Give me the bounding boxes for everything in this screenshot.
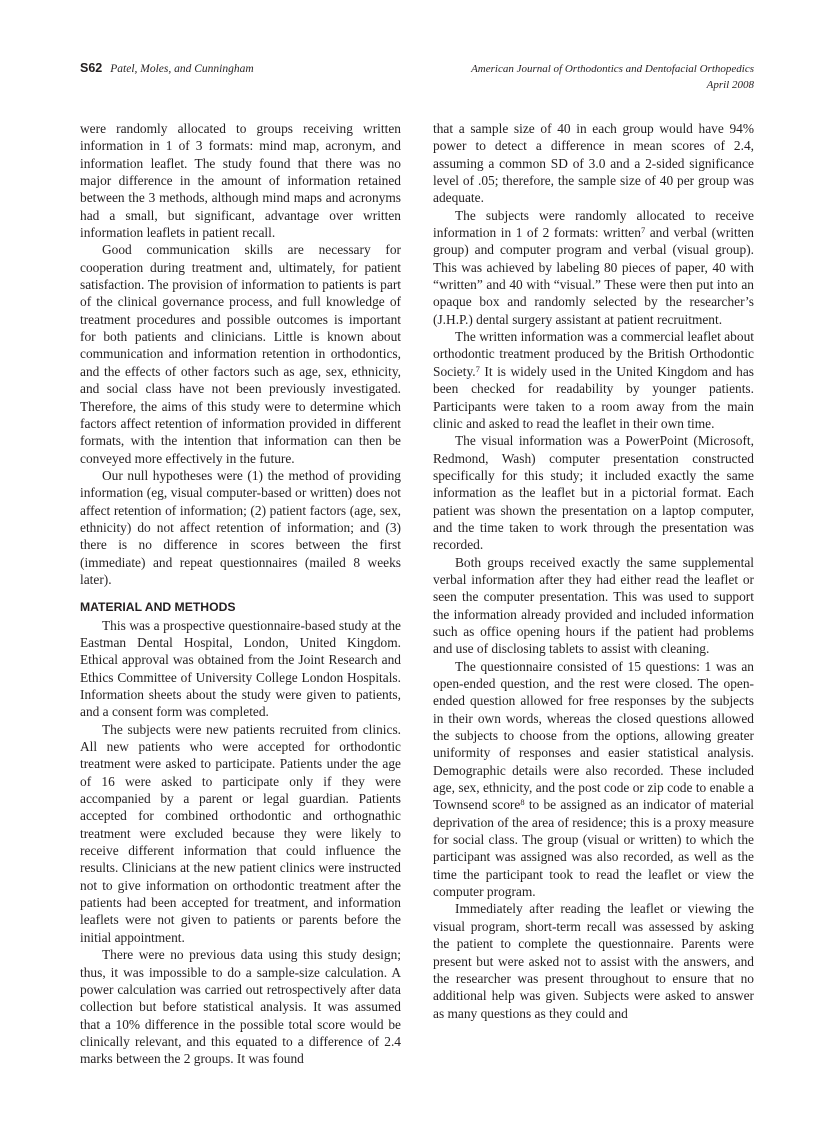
journal-title: American Journal of Orthodontics and Dentofacial Orthopedics	[471, 63, 754, 75]
paragraph: Immediately after reading the leaflet or viewing the visual program, short-term recall was assessed by asking the patient to complete the questionnaire. Parents were present but were asked not to assist with the answers, and the researcher was present throughout to ensure that no additional help was given. Subjects were asked to answer as many questions as they could and	[433, 901, 754, 1021]
running-head-right	[471, 61, 754, 93]
section-heading: MATERIAL AND METHODS	[80, 600, 236, 615]
reference-marker[interactable]: 8	[520, 797, 525, 808]
paragraph: Our null hypotheses were (1) the method of providing information (eg, visual computer-based or written) does not affect retention of information; (2) patient factors (age, sex, ethnicity) do not affect retention of information; and (3) there is no difference in scores between the first (immediate) and repeat questionnaires (mailed 8 weeks later).	[80, 467, 401, 587]
paragraph-text: The written information was a commercial leaflet about orthodontic treatment produced by the British Orthodontic Society.	[433, 329, 754, 379]
paragraph-text: It is widely used in the United Kingdom and has been checked for readability by younger patients. Participants were taken to a room away from the main clinic and asked to read the leaflet in their own time.	[433, 363, 754, 431]
reference-marker[interactable]: 7	[640, 225, 646, 236]
paragraph	[433, 207, 754, 328]
paragraph: that a sample size of 40 in each group would have 94% power to detect a difference in mean scores of 2.4, assuming a common SD of 3.0 and a 2-sided significance level of .05; therefore, the sample size of 40 per group was adequate.	[433, 121, 754, 206]
page-number: S62	[80, 61, 103, 75]
running-head	[80, 61, 754, 101]
paragraph: The visual information was a PowerPoint (Microsoft, Redmond, Wash) computer presentation constructed specifically for this study; it included exactly the same information as the leaflet but in a pictorial format. Each patient was shown the presentation on a laptop computer, and the time taken to work through the presentation was recorded.	[433, 433, 754, 553]
paragraph	[433, 658, 754, 901]
paragraph: were randomly allocated to groups receiving written information in 1 of 3 formats: mind map, acronym, and information leaflet. The study found that there was no major difference in the amount of information retained between the 3 methods, although mind maps and acronyms had a small, but significant, advantage over written information leaflets in patient recall.	[80, 121, 401, 241]
paragraph: Good communication skills are necessary for cooperation during treatment and, ultimately, for patient satisfaction. The provision of information to patients is part of the clinical governance process, and full knowledge of treatment procedures and possible outcomes is important for both patients and clinicians. Little is known about communication and information retention in orthodontics, and the effects of other factors such as age, sex, ethnicity, and social class have not been previously investigated. Therefore, the aims of this study were to determine which factors affect retention of information provided in different formats, with the intention that information can then be conveyed more effectively in the future.	[80, 242, 401, 466]
right-column	[433, 120, 754, 1022]
paragraph: The subjects were new patients recruited from clinics. All new patients who were accepted for orthodontic treatment were asked to participate. Patients under the age of 16 were asked to participate only if they were accompanied by a parent or legal guardian. Patients accepted for combined orthodontic and orthognathic treatment were excluded because they were likely to receive different information that could influence the results. Clinicians at the new patient clinics were instructed not to give information on orthodontic treatment after the patients had been accepted for treatment, and information leaflets were not given to patients or parents before the initial appointment.	[80, 721, 401, 945]
reference-marker[interactable]: 7	[475, 363, 480, 374]
paragraph: Both groups received exactly the same supplemental verbal information after they had either read the leaflet or seen the computer presentation. This was used to support the information already provided and included information such as office opening hours if the patient had problems and use of disclosing tablets to assist with cleaning.	[433, 554, 754, 657]
paragraph-text: to be assigned as an indicator of material deprivation of the area of residence; this is a proxy measure for social class. The group (visual or written) to which the participant was assigned was also recorded, as well as the time the participant took to read the leaflet or view the computer program.	[433, 797, 755, 900]
left-column	[80, 120, 401, 1068]
issue-date: April 2008	[706, 79, 754, 91]
paragraph-text: The subjects were randomly allocated to receive information in 1 of 2 formats: written	[433, 207, 754, 241]
paragraph-text: and verbal (written group) and computer program and verbal (visual group). This was achieved by labeling 80 pieces of paper, 40 with “written” and 40 with “visual.” These were then put into an opaque box and randomly selected by the researcher’s (J.H.P.) dental surgery assistant at patient recruitment.	[433, 225, 754, 327]
author-list: Patel, Moles, and Cunningham	[110, 63, 254, 75]
paragraph	[433, 328, 754, 432]
running-head-left	[80, 61, 254, 75]
paragraph-text: The questionnaire consisted of 15 questions: 1 was an open-ended question, and the rest were closed. The open-ended question allowed for free responses by the subjects in their own words, whereas the closed questions allowed the subjects to choose from the options, allowing greater uniformity of responses and easier statistical analysis. Demographic details were also recorded. These included age, sex, ethnicity, and the post code or zip code to enable a Townsend score	[433, 658, 754, 813]
paragraph: This was a prospective questionnaire-based study at the Eastman Dental Hospital, London, United Kingdom. Ethical approval was obtained from the Joint Research and Ethics Committee of University College London Hospitals. Information sheets about the study were given to patients, and a consent form was completed.	[80, 617, 401, 720]
paragraph: There were no previous data using this study design; thus, it was impossible to do a sample-size calculation. A power calculation was carried out retrospectively after data collection but before statistical analysis. It was assumed that a 10% difference in the possible total score would be clinically relevant, and this equated to a difference of 2.4 marks between the 2 groups. It was found	[80, 947, 401, 1067]
